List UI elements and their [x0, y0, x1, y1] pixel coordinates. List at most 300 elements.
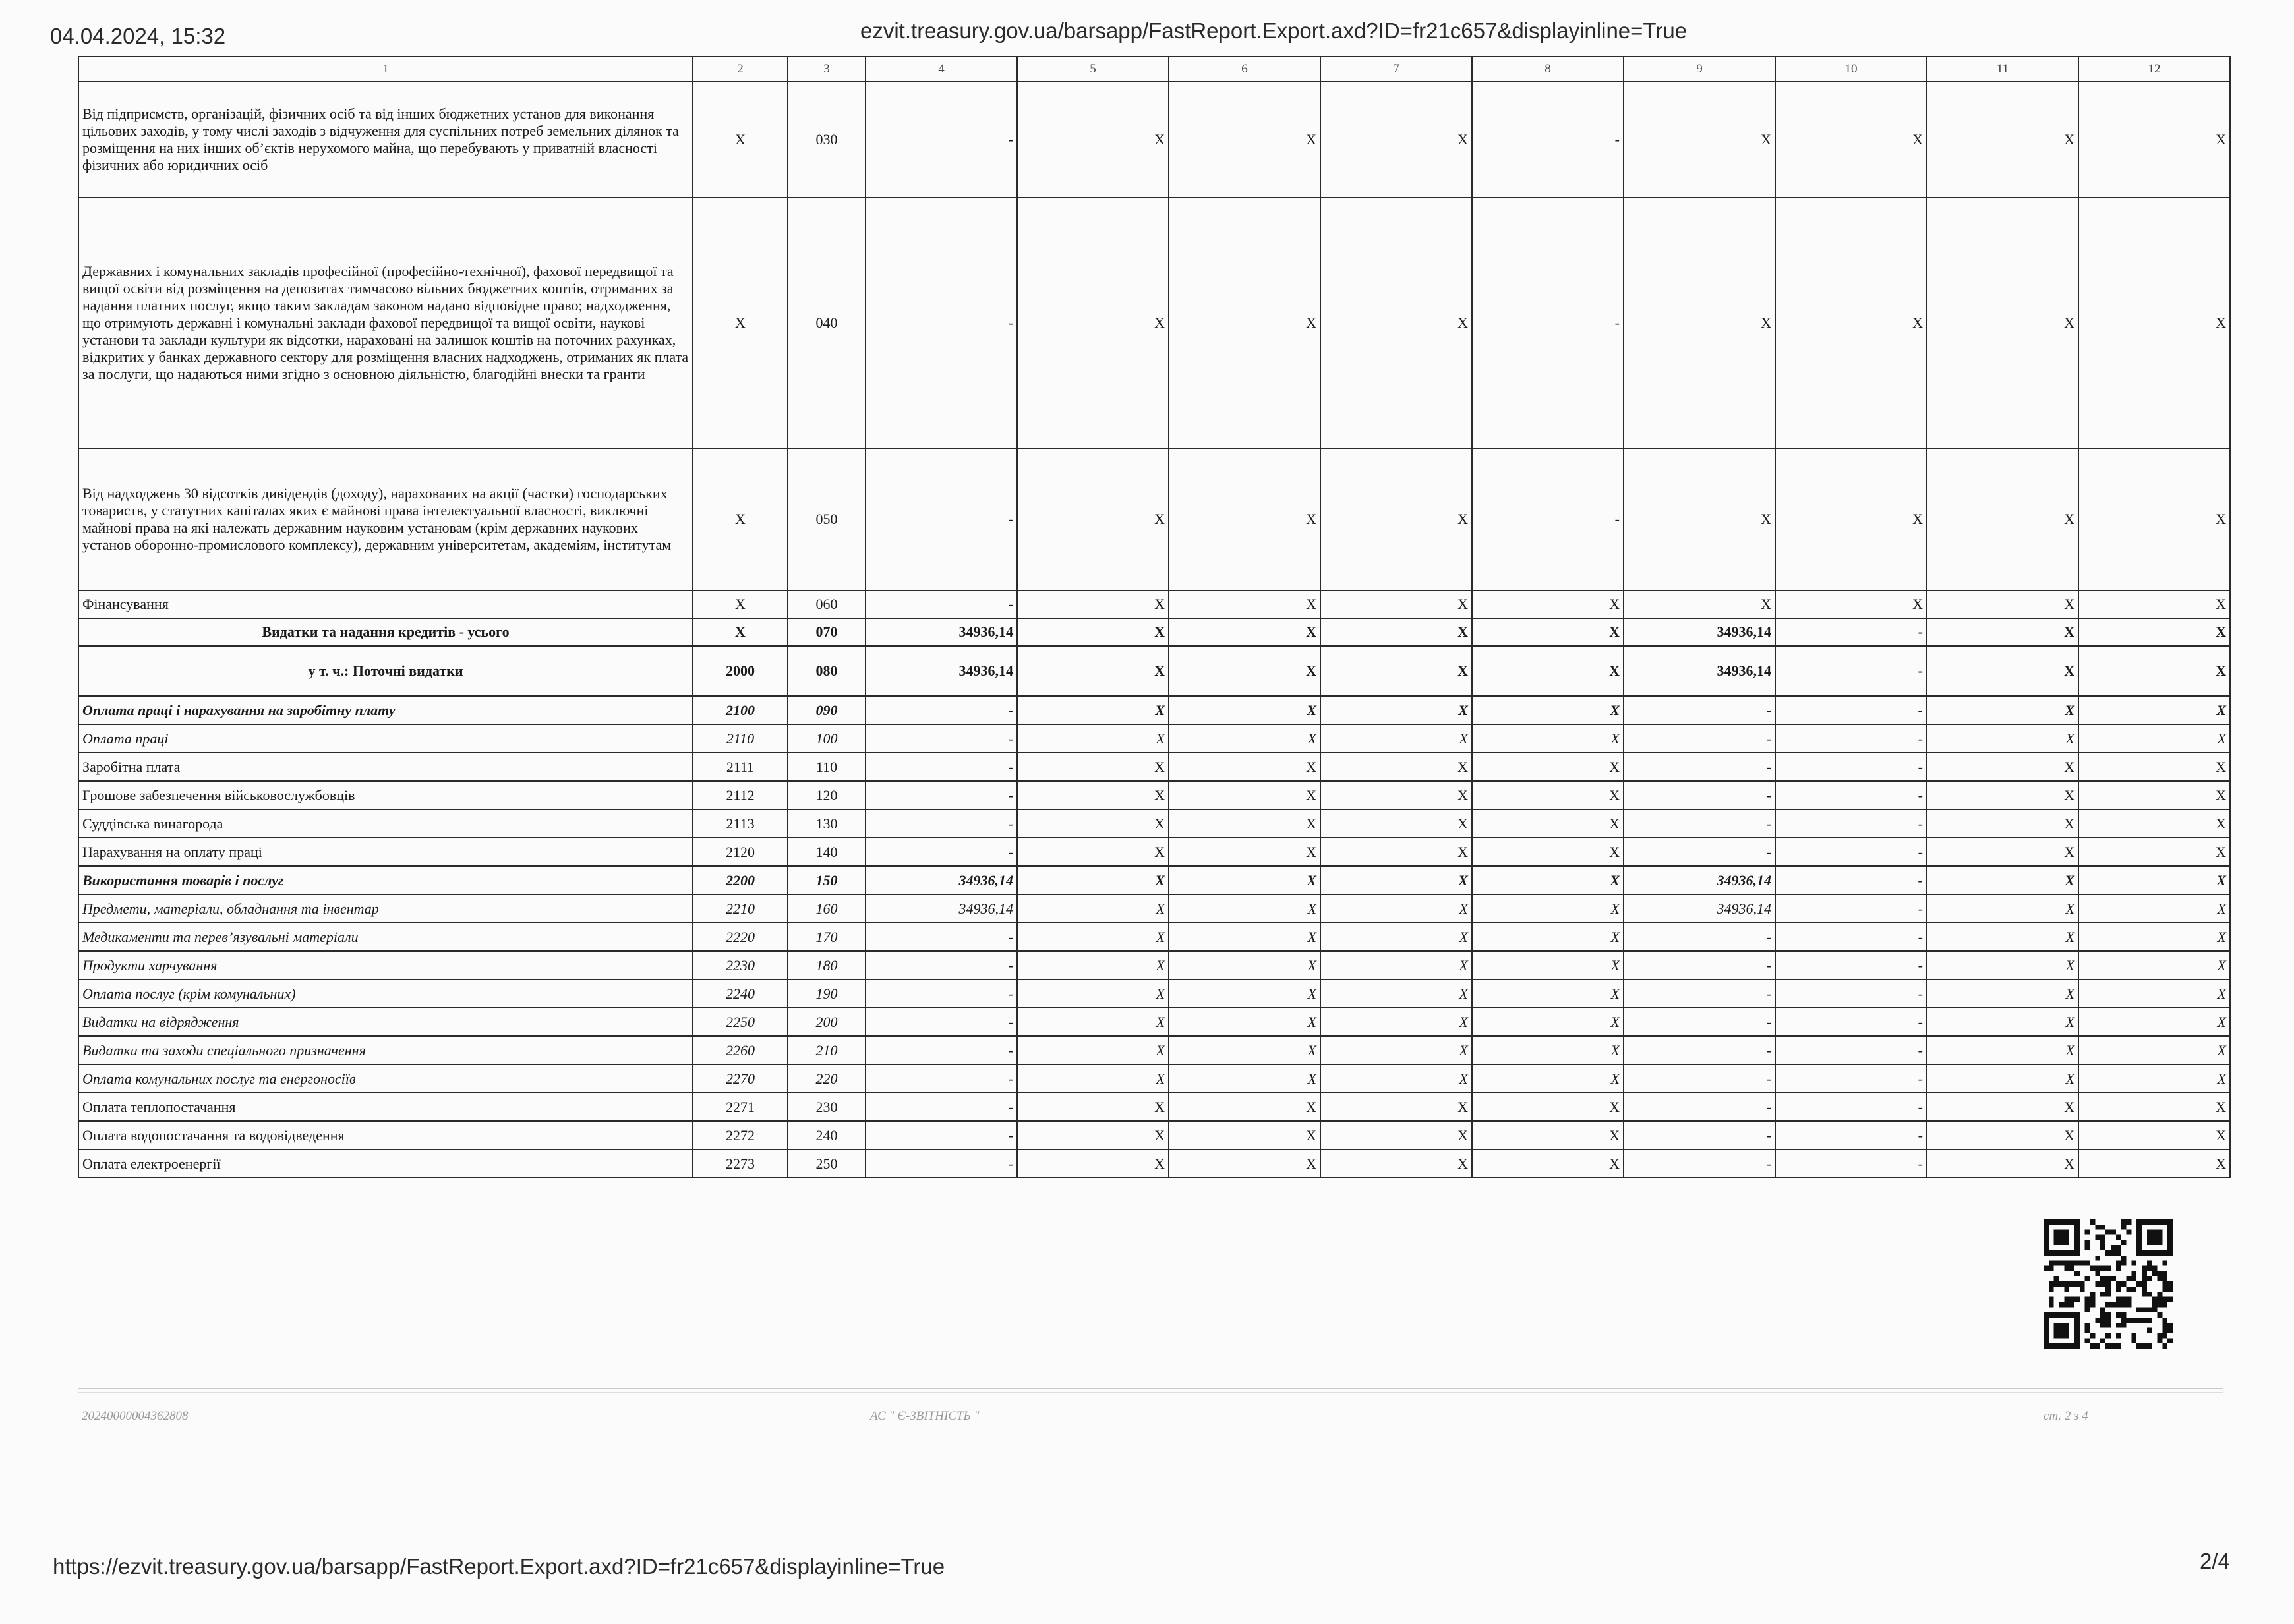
table-cell: X	[1017, 1149, 1169, 1178]
table-row	[78, 1093, 2230, 1121]
table-cell: X	[1472, 1036, 1624, 1064]
table-cell: X	[1017, 951, 1169, 979]
table-cell: 34936,14	[1624, 866, 1775, 894]
table-cell: X	[693, 618, 788, 646]
table-cell: 2271	[693, 1093, 788, 1121]
table-cell: 070	[788, 618, 866, 646]
table-cell: -	[1775, 696, 1927, 724]
table-cell: X	[1017, 448, 1169, 591]
table-cell: -	[1775, 1036, 1927, 1064]
table-cell: X	[1472, 838, 1624, 866]
table-cell: X	[2078, 448, 2230, 591]
table-cell: X	[2078, 753, 2230, 781]
table-cell: -	[866, 696, 1017, 724]
table-cell: X	[1320, 781, 1472, 809]
table-row	[78, 923, 2230, 951]
table-cell: X	[1472, 951, 1624, 979]
table-cell: 2273	[693, 1149, 788, 1178]
table-cell: X	[1927, 1093, 2078, 1121]
table-cell: X	[2078, 82, 2230, 198]
table-cell: -	[1624, 838, 1775, 866]
table-cell: 050	[788, 448, 866, 591]
table-cell: -	[1775, 1149, 1927, 1178]
column-number: 3	[788, 57, 866, 82]
table-cell: -	[866, 1093, 1017, 1121]
table-cell: -	[1775, 979, 1927, 1008]
table-row	[78, 1064, 2230, 1093]
row-label: Продукти харчування	[78, 951, 693, 979]
table-row	[78, 1036, 2230, 1064]
table-cell: -	[866, 1121, 1017, 1149]
table-cell: -	[1775, 923, 1927, 951]
table-cell: 2220	[693, 923, 788, 951]
table-cell: X	[1927, 1064, 2078, 1093]
table-cell: 150	[788, 866, 866, 894]
table-cell: 2240	[693, 979, 788, 1008]
table-cell: 2112	[693, 781, 788, 809]
table-row	[78, 781, 2230, 809]
table-cell: X	[2078, 724, 2230, 753]
table-cell: -	[866, 979, 1017, 1008]
column-number: 2	[693, 57, 788, 82]
table-cell: X	[1320, 696, 1472, 724]
table-cell: X	[1775, 82, 1927, 198]
table-cell: X	[1472, 894, 1624, 923]
print-footer-url: https://ezvit.treasury.gov.ua/barsapp/FastReport.Export.axd?ID=fr21c657&displayinline=True	[53, 1554, 945, 1579]
table-cell: X	[1169, 1149, 1320, 1178]
table-cell: X	[1472, 1121, 1624, 1149]
table-cell: X	[1017, 809, 1169, 838]
table-cell: X	[1927, 1036, 2078, 1064]
row-label: Від підприємств, організацій, фізичних осіб та від інших бюджетних установ для виконання цільових заходів, у тому числі заходів з відчуження для суспільних потреб земельних ділянок та розміщення на них інших об’єктів нерухомого майна, що перебувають у приватній власності фізичних або юридичних осіб	[78, 82, 693, 198]
table-cell: X	[1169, 753, 1320, 781]
table-cell: -	[866, 724, 1017, 753]
table-row	[78, 448, 2230, 591]
table-row	[78, 82, 2230, 198]
table-cell: -	[1472, 82, 1624, 198]
table-cell: -	[866, 198, 1017, 448]
table-cell: X	[1472, 809, 1624, 838]
table-cell: 34936,14	[1624, 618, 1775, 646]
row-label: Суддівська винагорода	[78, 809, 693, 838]
print-datetime: 04.04.2024, 15:32	[50, 24, 226, 48]
table-row	[78, 838, 2230, 866]
footer-divider	[78, 1388, 2223, 1389]
row-label: Нарахування на оплату праці	[78, 838, 693, 866]
table-cell: -	[866, 923, 1017, 951]
table-row	[78, 866, 2230, 894]
table-cell: X	[1320, 618, 1472, 646]
table-cell: X	[1927, 696, 2078, 724]
table-cell: -	[866, 809, 1017, 838]
row-label: Оплата праці	[78, 724, 693, 753]
column-number: 5	[1017, 57, 1169, 82]
table-cell: X	[1472, 1008, 1624, 1036]
table-cell: 220	[788, 1064, 866, 1093]
table-cell: X	[1927, 82, 2078, 198]
table-cell: X	[1472, 979, 1624, 1008]
table-cell: X	[1320, 591, 1472, 618]
table-cell: X	[1472, 696, 1624, 724]
table-cell: X	[1169, 809, 1320, 838]
table-row	[78, 724, 2230, 753]
table-row	[78, 1008, 2230, 1036]
table-cell: 080	[788, 646, 866, 696]
table-cell: X	[1320, 198, 1472, 448]
table-cell: X	[1472, 618, 1624, 646]
table-cell: -	[866, 951, 1017, 979]
table-cell: -	[1624, 696, 1775, 724]
table-cell: -	[1775, 781, 1927, 809]
table-cell: -	[866, 838, 1017, 866]
footer-divider-thin	[78, 1392, 2223, 1393]
table-cell: X	[1927, 753, 2078, 781]
report-table	[78, 56, 2231, 1178]
row-label: Видатки та заходи спеціального призначення	[78, 1036, 693, 1064]
print-page-number: 2/4	[2200, 1549, 2230, 1573]
table-cell: X	[1624, 448, 1775, 591]
table-cell: X	[2078, 1121, 2230, 1149]
system-name: АС " Є-ЗВІТНІСТЬ "	[870, 1409, 980, 1423]
table-cell: -	[1624, 1008, 1775, 1036]
table-cell: -	[1624, 923, 1775, 951]
table-row	[78, 809, 2230, 838]
row-label: Грошове забезпечення військовослужбовців	[78, 781, 693, 809]
table-cell: X	[1927, 781, 2078, 809]
table-cell: X	[1017, 646, 1169, 696]
table-cell: 240	[788, 1121, 866, 1149]
table-cell: X	[1017, 781, 1169, 809]
table-cell: X	[1169, 923, 1320, 951]
table-cell: X	[1775, 591, 1927, 618]
table-cell: 200	[788, 1008, 866, 1036]
table-cell: 34936,14	[866, 866, 1017, 894]
table-cell: 2260	[693, 1036, 788, 1064]
table-cell: X	[693, 591, 788, 618]
table-cell: -	[1624, 1093, 1775, 1121]
table-cell: X	[1320, 82, 1472, 198]
document-id: 20240000004362808	[82, 1409, 189, 1423]
row-label: Від надходжень 30 відсотків дивідендів (доходу), нарахованих на акції (частки) господарських товариств, у статутних капіталах яких є майнові права інтелектуальної власності, виключні майнові права на які належать державним науковим установам (крім державних наукових установ оборонно-промислового комплексу), державним університетам, академіям, інститутам	[78, 448, 693, 591]
row-label: Державних і комунальних закладів професійної (професійно-технічної), фахової передвищої та вищої освіти від розміщення на депозитах тимчасово вільних бюджетних коштів, отриманих за надання платних послуг, якщо таким закладам законом надано відповідне право; надходження, що отримують державні і комунальні заклади фахової передвищої та вищої освіти, наукові установи та заклади культури як відсотки, нараховані на залишок коштів на поточних рахунках, відкритих у банках державного сектору для розміщення власних надходжень, отриманих як плата за послуги, що надаються ними згідно з основною діяльністю, благодійні внески та гранти	[78, 198, 693, 448]
table-cell: -	[1624, 1149, 1775, 1178]
table-cell: X	[1320, 923, 1472, 951]
table-cell: -	[1775, 838, 1927, 866]
table-cell: X	[1927, 838, 2078, 866]
table-cell: 120	[788, 781, 866, 809]
row-label: Заробітна плата	[78, 753, 693, 781]
table-cell: X	[1472, 646, 1624, 696]
table-cell: -	[1775, 809, 1927, 838]
table-cell: 250	[788, 1149, 866, 1178]
table-cell: X	[2078, 696, 2230, 724]
table-row	[78, 696, 2230, 724]
table-cell: X	[1927, 951, 2078, 979]
table-cell: X	[2078, 646, 2230, 696]
column-number: 1	[78, 57, 693, 82]
page-counter-small: ст. 2 з 4	[2044, 1409, 2088, 1423]
table-cell: X	[1169, 618, 1320, 646]
table-cell: 2230	[693, 951, 788, 979]
column-number: 10	[1775, 57, 1927, 82]
table-cell: -	[1624, 724, 1775, 753]
table-cell: X	[1320, 838, 1472, 866]
table-cell: X	[1472, 1149, 1624, 1178]
table-cell: -	[866, 82, 1017, 198]
table-cell: 34936,14	[1624, 894, 1775, 923]
table-cell: X	[1472, 724, 1624, 753]
table-row	[78, 1121, 2230, 1149]
table-cell: X	[2078, 591, 2230, 618]
table-cell: 140	[788, 838, 866, 866]
table-cell: X	[2078, 1036, 2230, 1064]
table-cell: -	[866, 591, 1017, 618]
table-cell: X	[2078, 809, 2230, 838]
table-cell: 190	[788, 979, 866, 1008]
table-cell: X	[2078, 618, 2230, 646]
column-number: 12	[2078, 57, 2230, 82]
table-row	[78, 753, 2230, 781]
row-label: Оплата електроенергії	[78, 1149, 693, 1178]
table-cell: -	[1775, 866, 1927, 894]
table-cell: X	[1169, 951, 1320, 979]
table-cell: X	[1775, 448, 1927, 591]
table-cell: -	[866, 1064, 1017, 1093]
print-header-url: ezvit.treasury.gov.ua/barsapp/FastReport.Export.axd?ID=fr21c657&displayinline=True	[860, 18, 1688, 43]
table-cell: 2250	[693, 1008, 788, 1036]
table-cell: 34936,14	[1624, 646, 1775, 696]
table-cell: -	[1775, 1093, 1927, 1121]
row-label: Оплата комунальних послуг та енергоносіїв	[78, 1064, 693, 1093]
table-cell: 230	[788, 1093, 866, 1121]
row-label: Видатки та надання кредитів - усього	[78, 618, 693, 646]
table-cell: X	[1017, 82, 1169, 198]
table-cell: X	[1017, 198, 1169, 448]
table-cell: X	[1017, 979, 1169, 1008]
table-cell: X	[693, 82, 788, 198]
table-cell: 2120	[693, 838, 788, 866]
table-cell: -	[1624, 1121, 1775, 1149]
column-number-row	[78, 57, 2230, 82]
table-cell: X	[1927, 894, 2078, 923]
table-row	[78, 951, 2230, 979]
table-cell: X	[2078, 1064, 2230, 1093]
table-cell: X	[1017, 696, 1169, 724]
table-cell: -	[1624, 809, 1775, 838]
table-cell: X	[2078, 1149, 2230, 1178]
table-cell: X	[1320, 1093, 1472, 1121]
table-cell: -	[866, 1036, 1017, 1064]
table-cell: X	[1927, 591, 2078, 618]
table-cell: X	[1927, 923, 2078, 951]
table-cell: -	[1624, 1036, 1775, 1064]
table-cell: X	[1169, 198, 1320, 448]
table-cell: X	[2078, 781, 2230, 809]
table-cell: X	[1169, 1008, 1320, 1036]
row-label: Оплата теплопостачання	[78, 1093, 693, 1121]
table-cell: 090	[788, 696, 866, 724]
column-number: 9	[1624, 57, 1775, 82]
table-cell: X	[1472, 866, 1624, 894]
table-cell: X	[1169, 82, 1320, 198]
table-row	[78, 198, 2230, 448]
table-cell: X	[1624, 82, 1775, 198]
table-cell: X	[1320, 809, 1472, 838]
table-cell: -	[1775, 1008, 1927, 1036]
table-cell: X	[1017, 753, 1169, 781]
table-cell: X	[1775, 198, 1927, 448]
table-cell: X	[2078, 951, 2230, 979]
table-cell: X	[1320, 894, 1472, 923]
row-label: Предмети, матеріали, обладнання та інвентар	[78, 894, 693, 923]
table-cell: X	[2078, 894, 2230, 923]
table-cell: X	[693, 198, 788, 448]
table-cell: 030	[788, 82, 866, 198]
table-cell: X	[1017, 591, 1169, 618]
table-cell: 2270	[693, 1064, 788, 1093]
table-cell: -	[1775, 646, 1927, 696]
table-cell: 34936,14	[866, 894, 1017, 923]
column-number: 11	[1927, 57, 2078, 82]
table-cell: X	[2078, 1093, 2230, 1121]
table-cell: X	[1320, 1036, 1472, 1064]
table-cell: X	[1320, 448, 1472, 591]
table-cell: X	[1472, 923, 1624, 951]
table-cell: -	[1624, 753, 1775, 781]
table-cell: X	[1169, 866, 1320, 894]
table-cell: X	[1017, 1093, 1169, 1121]
row-label: Фінансування	[78, 591, 693, 618]
row-label: Видатки на відрядження	[78, 1008, 693, 1036]
table-cell: X	[1472, 781, 1624, 809]
table-cell: X	[1017, 618, 1169, 646]
table-cell: X	[2078, 1008, 2230, 1036]
table-cell: X	[1017, 866, 1169, 894]
table-cell: -	[1624, 979, 1775, 1008]
table-cell: X	[1624, 198, 1775, 448]
table-cell: X	[1320, 1008, 1472, 1036]
table-cell: -	[1624, 1064, 1775, 1093]
row-label: Медикаменти та перев’язувальні матеріали	[78, 923, 693, 951]
table-cell: X	[1169, 646, 1320, 696]
table-cell: X	[1320, 951, 1472, 979]
table-cell: X	[1927, 1008, 2078, 1036]
table-row	[78, 979, 2230, 1008]
table-cell: X	[1169, 1036, 1320, 1064]
table-cell: X	[693, 448, 788, 591]
table-cell: -	[1775, 951, 1927, 979]
table-cell: X	[1169, 696, 1320, 724]
table-cell: 100	[788, 724, 866, 753]
table-cell: X	[1927, 646, 2078, 696]
table-cell: -	[1624, 781, 1775, 809]
table-cell: X	[1320, 753, 1472, 781]
table-cell: X	[1472, 1093, 1624, 1121]
table-cell: 2111	[693, 753, 788, 781]
table-cell: 210	[788, 1036, 866, 1064]
table-cell: X	[1017, 1036, 1169, 1064]
table-cell: X	[1169, 979, 1320, 1008]
table-cell: X	[1320, 979, 1472, 1008]
table-cell: 2272	[693, 1121, 788, 1149]
table-cell: X	[1169, 781, 1320, 809]
table-cell: 34936,14	[866, 646, 1017, 696]
row-label: у т. ч.: Поточні видатки	[78, 646, 693, 696]
table-cell: X	[1927, 724, 2078, 753]
table-cell: X	[1017, 894, 1169, 923]
table-cell: X	[1472, 1064, 1624, 1093]
table-cell: -	[1775, 724, 1927, 753]
table-cell: 130	[788, 809, 866, 838]
table-cell: X	[2078, 979, 2230, 1008]
table-cell: 160	[788, 894, 866, 923]
table-cell: 34936,14	[866, 618, 1017, 646]
table-cell: -	[1472, 448, 1624, 591]
table-cell: X	[1320, 866, 1472, 894]
table-cell: X	[1927, 1121, 2078, 1149]
table-cell: X	[1927, 809, 2078, 838]
column-number: 6	[1169, 57, 1320, 82]
table-cell: X	[1472, 591, 1624, 618]
row-label: Оплата водопостачання та водовідведення	[78, 1121, 693, 1149]
table-cell: 040	[788, 198, 866, 448]
table-cell: 110	[788, 753, 866, 781]
table-cell: 2200	[693, 866, 788, 894]
column-number: 4	[866, 57, 1017, 82]
row-label: Використання товарів і послуг	[78, 866, 693, 894]
table-cell: X	[1927, 1149, 2078, 1178]
table-row	[78, 591, 2230, 618]
table-cell: -	[1775, 618, 1927, 646]
table-cell: X	[1927, 979, 2078, 1008]
table-cell: X	[2078, 923, 2230, 951]
table-cell: X	[1927, 198, 2078, 448]
table-cell: 2113	[693, 809, 788, 838]
table-cell: X	[1017, 1064, 1169, 1093]
table-cell: 2100	[693, 696, 788, 724]
table-row	[78, 1149, 2230, 1178]
table-cell: X	[1169, 1093, 1320, 1121]
table-cell: -	[1472, 198, 1624, 448]
table-cell: 2000	[693, 646, 788, 696]
table-cell: X	[1169, 838, 1320, 866]
table-cell: X	[1169, 1121, 1320, 1149]
row-label: Оплата послуг (крім комунальних)	[78, 979, 693, 1008]
table-cell: X	[1320, 1064, 1472, 1093]
table-cell: X	[2078, 198, 2230, 448]
table-cell: X	[1169, 894, 1320, 923]
table-cell: X	[2078, 866, 2230, 894]
table-cell: -	[1775, 1064, 1927, 1093]
table-cell: 2210	[693, 894, 788, 923]
table-cell: X	[1927, 618, 2078, 646]
table-cell: 170	[788, 923, 866, 951]
table-cell: -	[866, 448, 1017, 591]
table-row	[78, 646, 2230, 696]
table-row	[78, 894, 2230, 923]
table-cell: X	[1017, 838, 1169, 866]
table-cell: -	[866, 781, 1017, 809]
table-cell: X	[2078, 838, 2230, 866]
column-number: 8	[1472, 57, 1624, 82]
table-cell: X	[1017, 923, 1169, 951]
table-cell: X	[1169, 1064, 1320, 1093]
qr-code	[2044, 1219, 2173, 1348]
column-number: 7	[1320, 57, 1472, 82]
table-cell: X	[1017, 1008, 1169, 1036]
table-cell: -	[866, 753, 1017, 781]
table-cell: X	[1320, 1149, 1472, 1178]
